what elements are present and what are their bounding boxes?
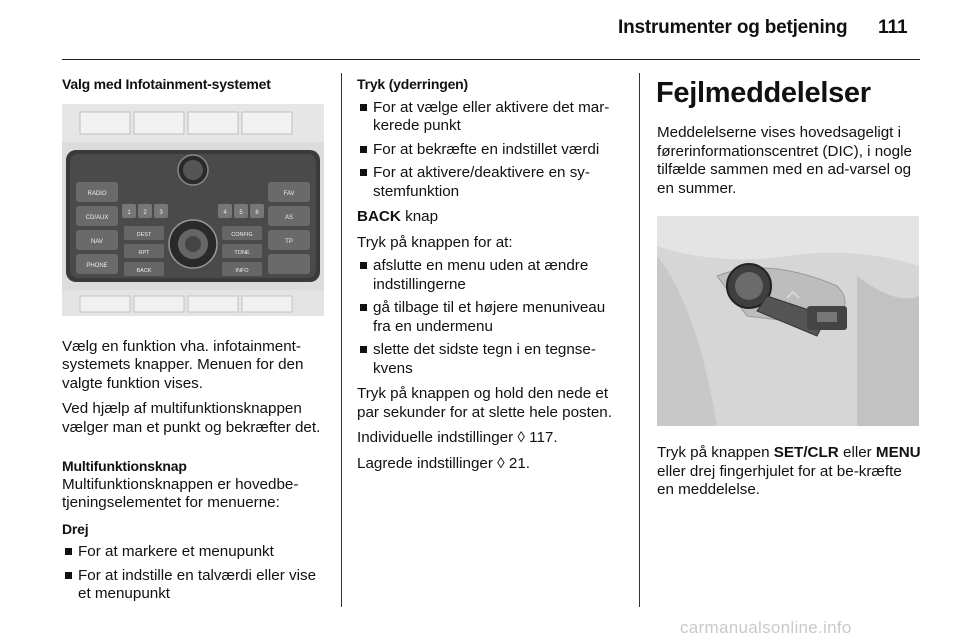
paragraph-multifunction-desc: Multifunktionsknappen er hovedbe-tjeningselementet for menuerne: [62, 475, 299, 511]
column-divider-1 [341, 73, 342, 607]
section-heading-fejlmeddelelser: Fejlmeddelelser [656, 77, 871, 109]
menu-key-label: MENU [875, 444, 921, 461]
preset-2-label: 2 [143, 209, 147, 216]
radio-button-label: RADIO [87, 190, 107, 197]
ref-arrow-icon: ◊ [497, 454, 505, 472]
setclr-key-label: SET/CLR [773, 444, 839, 461]
phone-button-label: PHONE [86, 262, 108, 269]
subheading-tryk: Tryk (yderringen) [357, 76, 468, 92]
nav-button-label: NAV [91, 238, 103, 245]
section-heading-infotainment: Valg med Infotainment-systemet [62, 76, 271, 92]
rpt-button-label: RPT [138, 249, 150, 256]
preset-1-label: 1 [127, 209, 131, 216]
ref1-page: 117. [529, 429, 558, 446]
instr-suffix: eller drej fingerhjulet for at be-kræfte en meddelelse. [657, 462, 902, 498]
watermark-text: carmanualsonline.info [680, 618, 852, 637]
instr-prefix: Tryk på knappen [657, 444, 774, 461]
tone-button-label: TONE [234, 249, 250, 256]
paragraph-select-function: Vælg en funktion vha. infotainment-systemets knapper. Menuen for den valgte funktion vises. [62, 337, 304, 392]
infotainment-panel-photo [62, 104, 324, 316]
column-1 [62, 75, 330, 604]
page-number: 111 [878, 17, 908, 38]
page-header-title: Instrumenter og betjening [618, 17, 848, 38]
bullet-drej-2: For at indstille en talværdi eller vise et menupunkt [62, 567, 330, 604]
back-button-label: BACK [136, 267, 152, 274]
back-key-label: BACK [357, 208, 401, 225]
preset-4-label: 4 [223, 209, 227, 216]
bullet-tryk-3: For at aktivere/deaktivere en sy-stemfunktion [357, 164, 627, 201]
steering-stalk-photo [657, 216, 919, 426]
back-key-heading [357, 208, 627, 227]
ref2-text: Lagrede indstillinger [357, 454, 498, 472]
reference-saved-settings[interactable] [357, 455, 627, 474]
info-button-label: INFO [235, 267, 249, 274]
paragraph-hold-delete: Tryk på knappen og hold den nede et par sekunder for at slette hele posten. [357, 385, 612, 421]
as-button-label: AS [284, 214, 294, 221]
column-divider-2 [639, 73, 640, 607]
ref2-page: 21. [508, 454, 531, 472]
back-key-suffix: knap [400, 208, 439, 225]
paragraph-confirm-message [657, 444, 922, 500]
tp-button-label: TP [285, 238, 293, 245]
ref1-text: Individuelle indstillinger [357, 429, 518, 446]
bullet-back-2: gå tilbage til et højere menuniveau fra en undermenu [357, 299, 627, 336]
bullet-back-3: slette det sidste tegn i en tegnse-kvens [357, 341, 627, 378]
bullet-drej-1: For at markere et menupunkt [62, 543, 330, 562]
fav-button-label: FAV [283, 190, 295, 197]
dest-button-label: DEST [136, 231, 152, 238]
header-rule [62, 59, 920, 60]
column-2 [357, 75, 627, 473]
subheading-drej: Drej [62, 520, 89, 537]
bullet-tryk-2: For at bekræfte en indstillet værdi [357, 141, 627, 160]
ref-arrow-icon: ◊ [517, 429, 525, 446]
section-heading-multifunktionsknap: Multifunktionsknap [62, 458, 187, 474]
cdaux-button-label: CD/AUX [85, 214, 109, 221]
paragraph-multifunction-select: Ved hjælp af multifunktionsknappen vælger man et punkt og bekræfter det. [62, 400, 321, 436]
reference-individual-settings[interactable] [357, 429, 627, 448]
paragraph-messages-intro: Meddelelserne vises hovedsageligt i førerinformationscentret (DIC), i nogle tilfælde sammen med en ad-varsel og en summer. [657, 124, 912, 197]
preset-3-label: 3 [159, 209, 163, 216]
bullet-tryk-1: For at vælge eller aktivere det mar-kerede punkt [357, 99, 627, 136]
preset-6-label: 6 [255, 209, 259, 216]
instr-mid: eller [838, 444, 876, 461]
paragraph-back-intro: Tryk på knappen for at: [357, 233, 513, 251]
preset-5-label: 5 [239, 209, 243, 216]
config-button-label: CONFIG [231, 231, 253, 238]
column-3 [657, 75, 922, 500]
bullet-back-1: afslutte en menu uden at ændre indstillingerne [357, 257, 627, 294]
